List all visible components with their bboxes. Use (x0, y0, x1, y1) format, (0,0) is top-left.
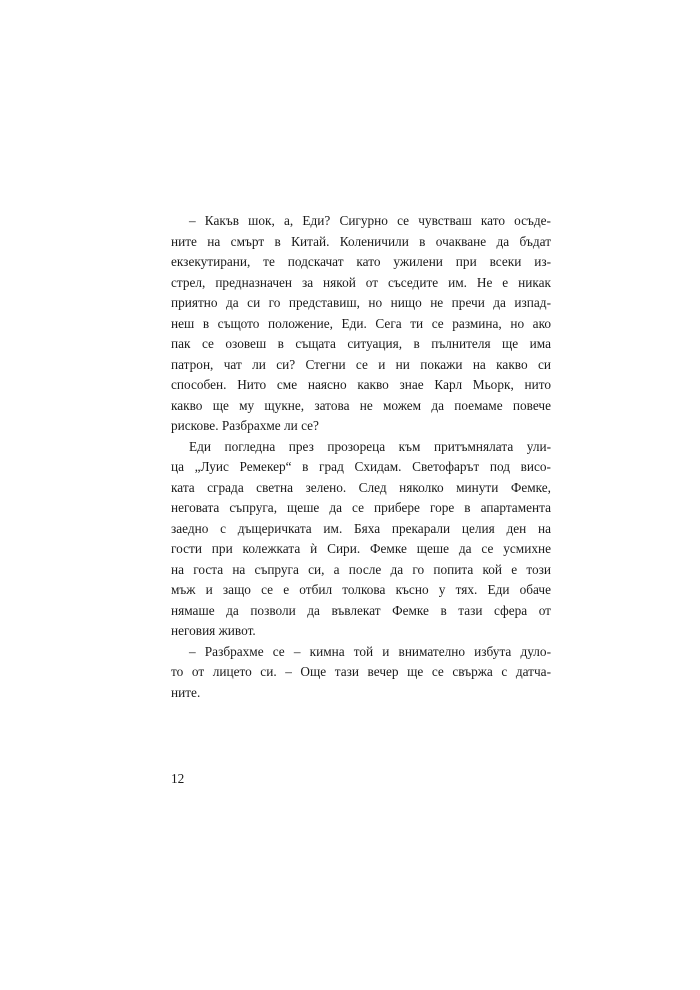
text-line: стрел, предназначен за някой от съседите им. Не е никак (171, 274, 551, 290)
body-text (171, 211, 551, 703)
page-number: 12 (171, 771, 185, 786)
text-line: Еди погледна през прозореца към притъмнялата ули- (189, 438, 551, 454)
paragraph-2 (171, 437, 551, 642)
text-line: неговия живот. (171, 623, 256, 638)
text-line: рискове. Разбрахме ли се? (171, 418, 319, 433)
text-line: на госта на съпруга си, а после да го попита кой е този (171, 561, 551, 577)
text-line: способен. Нито сме наясно какво знае Карл Мьорк, нито (171, 377, 551, 392)
text-line: ката сграда светна зелено. След няколко минути Фемке, (171, 479, 551, 495)
text-line: нямаше да позволи да въвлекат Фемке в тази сфера от (171, 602, 551, 618)
text-line: – Разбрахме се – кимна той и внимателно избута дуло- (189, 643, 551, 659)
text-line: ца „Луис Ремекер“ в град Схидам. Светофарът под висо- (171, 459, 551, 474)
text-line: заедно с дъщеричката им. Бяха прекарали целия ден на (171, 520, 551, 536)
paragraph-1 (171, 211, 551, 437)
text-line: екзекутирани, те подскачат като ужилени при всеки из- (171, 254, 551, 269)
paragraph-3 (171, 642, 551, 704)
text-line: ните на смърт в Китай. Коленичили в очакване да бъдат (171, 233, 551, 249)
text-line: приятно да си го представиш, но нищо не пречи да изпад- (171, 295, 551, 310)
text-line: пак се озовеш в същата ситуация, в пълнителя ще има (171, 336, 551, 351)
text-line: какво ще му щукне, затова не можем да поемаме повече (171, 397, 551, 413)
text-line: – Какъв шок, а, Еди? Сигурно се чувстваш като осъде- (189, 213, 551, 228)
text-line: неговата съпруга, щеше да се прибере горе в апартамента (171, 500, 551, 515)
text-line: то от лицето си. – Още тази вечер ще се свържа с датча- (171, 664, 551, 679)
text-line: неш в същото положение, Еди. Сега ти се размина, но ако (171, 315, 551, 331)
text-line: патрон, чат ли си? Стегни се и ни покажи на какво си (171, 356, 551, 372)
text-line: мъж и защо се е отбил толкова късно у тях. Еди обаче (171, 582, 551, 597)
text-line: гости при колежката ѝ Сири. Фемке щеше да се усмихне (171, 541, 551, 556)
text-line: ните. (171, 684, 201, 700)
